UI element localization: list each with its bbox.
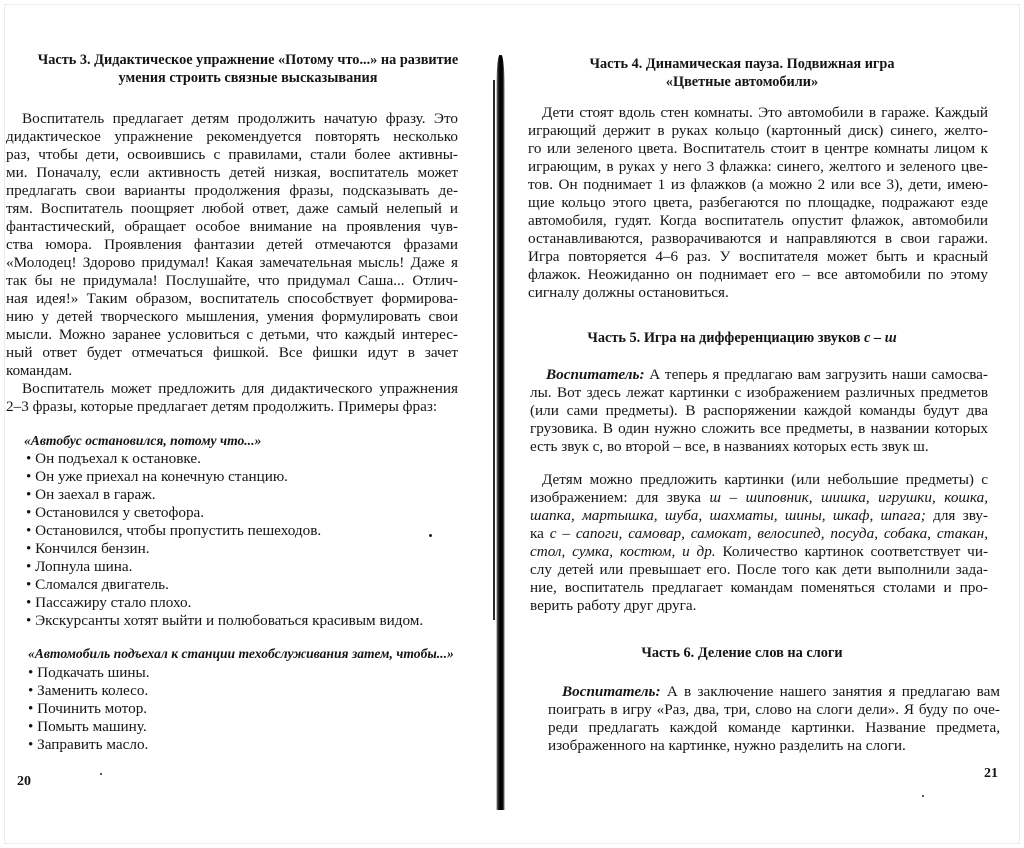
text-line: Воспитатель может предложить для дидактического упражнения [22, 380, 458, 397]
bullet-icon: • [26, 504, 36, 521]
part4-heading-line1: Часть 4. Динамическая пауза. Подвижная игра [589, 56, 895, 72]
list-item: • Заправить масло. [28, 736, 149, 753]
scan-speck [100, 773, 102, 775]
list-item: • Лопнула шина. [26, 558, 133, 575]
part4-heading-line2: «Цветные автомобили» [665, 74, 819, 90]
text-line: командам. [6, 362, 73, 379]
book-spine-shadow [496, 55, 505, 810]
list-item: • Он подъехал к остановке. [26, 450, 201, 467]
text-line: дидактическое упражнение рекомендуется повторять несколько [6, 128, 458, 145]
text-line: Детям можно предложить картинки (или небольшие предметы) с [542, 471, 988, 488]
part3-heading-line2: умения строить связные высказывания [118, 70, 378, 86]
text-line: го или зеленого цвета. Воспитатель стоит в центре комнаты лицом к [528, 140, 988, 157]
text-line: мысли. Можно заранее условиться с детьми, что каждый интерес- [6, 326, 458, 343]
list-item: • Заменить колесо. [28, 682, 149, 699]
text-line: грузовика. В один нужно сложить все предметы, в названии которых [530, 420, 988, 437]
bullet-icon: • [26, 612, 36, 629]
text-line: слу детей или превышает его. После того как дети выполнили зада- [530, 561, 988, 578]
text-line: ние, воспитатель предлагает командам поменяться столами и про- [530, 579, 988, 596]
text-line: нию у детей творческого мышления, умения формулировать свои [6, 308, 458, 325]
text-line: (или сами предметы). В распоряжении каждой команды будут два [530, 402, 988, 419]
scan-speck [922, 795, 924, 797]
text-line: тов. Он поднимает 1 из флажков (а можно 2 или все 3), дети, имею- [528, 176, 988, 193]
text-line: изображенного на картинке, нужно разделить на слоги. [548, 737, 906, 754]
text-line: ка с – сапоги, самовар, самокат, велосипед, посуда, собака, стакан, [530, 525, 988, 542]
bullet-icon: • [28, 700, 38, 717]
text-line: есть звук с, во второй – все, в названиях которых есть звук ш. [530, 438, 929, 455]
list-item: • Остановился, чтобы пропустить пешеходов. [26, 522, 322, 539]
text-line: раз, чтобы дети, освоившись с правилами, стали более активны- [6, 146, 458, 163]
list-item: • Помыть машину. [28, 718, 147, 735]
text-line: предлагать свои варианты продолжения фразы, подсказывать де- [6, 182, 458, 199]
bullet-icon: • [26, 522, 36, 539]
list-item: • Кончился бензин. [26, 540, 150, 557]
text-line: 2–3 фразы, которые предлагает детям продолжить. Примеры фраз: [6, 398, 438, 415]
text-line: останавливаются, разворачиваются и направляются в свои гаражи. [528, 230, 988, 247]
list-item: • Пассажиру стало плохо. [26, 594, 192, 611]
bullet-icon: • [26, 576, 36, 593]
text-line: стол, сумка, костюм, и др. Количество картинок соответствует чи- [530, 543, 988, 560]
list-item: • Экскурсанты хотят выйти и полюбоваться красивым видом. [26, 612, 424, 629]
bullet-icon: • [26, 594, 36, 611]
bullet-icon: • [26, 450, 36, 467]
example2-prompt: «Автомобиль подъехал к станции техобслуживания затем, чтобы...» [28, 646, 454, 661]
text-line: фантастический, обращает особое внимание на проявления чув- [6, 218, 458, 235]
bullet-icon: • [26, 540, 36, 557]
text-line: играющий держит в руках кольцо (картонный диск) синего, желто- [528, 122, 988, 139]
bullet-icon: • [28, 664, 38, 681]
text-line: тям. Воспитатель поощряет любой ответ, даже самый нелепый и [6, 200, 458, 217]
text-line: шапка, мартышка, шуба, шахматы, шины, шкаф, шпага; для зву- [530, 507, 988, 524]
text-line: Воспитатель предлагает детям продолжить начатую фразу. Это [22, 110, 458, 127]
text-line: ми. Поначалу, если активность детей низкая, воспитатель может [6, 164, 458, 181]
part5-heading: Часть 5. Игра на дифференциацию звуков с – ш [587, 330, 897, 346]
example1-prompt: «Автобус остановился, потому что...» [24, 433, 262, 448]
text-line: автомобиля, гудят. Когда воспитатель опустит флажок, автомобили [528, 212, 988, 229]
text-line: лы. Вот здесь лежат картинки с изображением различных предметов [530, 384, 988, 401]
text-line: играющим, в руках у него 3 флажка: синего, желтого и зеленого цве- [528, 158, 988, 175]
text-line: Дети стоят вдоль стен комнаты. Это автомобили в гараже. Каждый [542, 104, 988, 121]
text-line: реди предлагать каждой команде картинки. Название предмета, [548, 719, 1000, 736]
list-item: • Он уже приехал на конечную станцию. [26, 468, 288, 485]
list-item: • Починить мотор. [28, 700, 148, 717]
list-item: • Подкачать шины. [28, 664, 150, 681]
bullet-icon: • [28, 682, 38, 699]
text-line: флажок. Неожиданно он поднимает его – все автомобили по этому [528, 266, 988, 283]
text-line: ства юмора. Проявления фантазии детей отмечаются фразами [6, 236, 458, 253]
scan-speck [429, 534, 432, 537]
left-page [0, 0, 496, 848]
text-line: ный ответ будет отмечаться фишкой. Все фишки идут в зачет [6, 344, 458, 361]
speaker-label: Воспитатель: [546, 366, 645, 383]
bullet-icon: • [26, 468, 36, 485]
bullet-icon: • [26, 486, 36, 503]
part3-heading-line1: Часть 3. Дидактическое упражнение «Потому что...» на развитие [37, 52, 459, 68]
bullet-icon: • [28, 736, 38, 753]
list-item: • Остановился у светофора. [26, 504, 205, 521]
list-item: • Он заехал в гараж. [26, 486, 156, 503]
page-number-left: 20 [17, 774, 31, 789]
text-line: сигналу должны остановиться. [528, 284, 729, 301]
bullet-icon: • [28, 718, 38, 735]
list-item: • Сломался двигатель. [26, 576, 169, 593]
text-line: «Молодец! Здорово придумал! Какая замечательная мысль! Даже я [6, 254, 458, 271]
text-line: ная идея!» Таким образом, воспитатель способствует формирова- [6, 290, 458, 307]
text-line: поиграть в игру «Раз, два, три, слово на слоги дели». Я буду по оче- [548, 701, 1000, 718]
text-line: Воспитатель: А теперь я предлагаю вам загрузить наши самосва- [546, 366, 988, 383]
text-line: изображением: для звука ш – шиповник, шишка, игрушки, кошка, [530, 489, 988, 506]
bullet-icon: • [26, 558, 36, 575]
text-line: верить работу друг друга. [530, 597, 697, 614]
part6-heading: Часть 6. Деление слов на слоги [641, 645, 843, 661]
text-line: щие кольцо этого цвета, разбегаются по площадке, подражают езде [528, 194, 988, 211]
text-line: так бы не придумала! Послушайте, что придумал Саша... Отлич- [6, 272, 458, 289]
text-line: Воспитатель: А в заключение нашего занятия я предлагаю вам [562, 683, 1000, 700]
page-number-right: 21 [984, 766, 998, 781]
text-line: Игра повторяется 4–6 раз. У воспитателя может быть и красный [528, 248, 988, 265]
speaker-label: Воспитатель: [562, 683, 661, 700]
right-page [512, 0, 1024, 848]
